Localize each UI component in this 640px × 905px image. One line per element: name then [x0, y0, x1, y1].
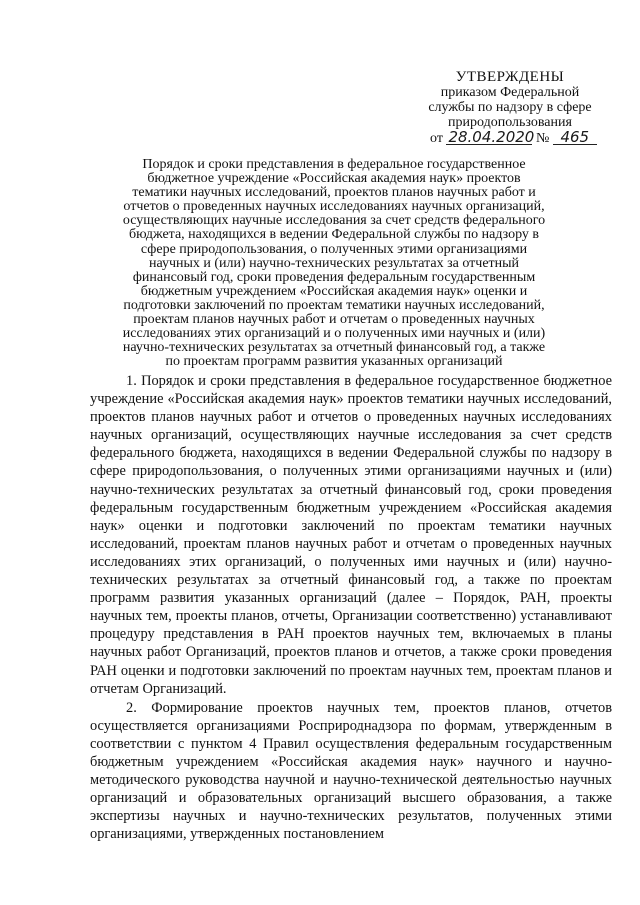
heading-line: по проектам программ развития указанных организаций — [165, 354, 503, 370]
document-body — [90, 372, 612, 843]
heading-line: научных и (или) научно-технических результатах за отчетный — [148, 255, 520, 271]
handwritten-date: 28.04.2020 — [448, 128, 535, 146]
approval-stamp-block — [410, 70, 610, 146]
heading-line: тематики научных исследований, проектов планов научных работ и — [132, 185, 536, 201]
heading-line: бюджета, находящихся в ведении Федеральной службы по надзору в — [128, 227, 540, 243]
heading-line: исследованиях этих организаций и о полученных ими научных и (или) — [122, 326, 546, 342]
heading-line: проектам планов научных работ и отчетам о проведенных научных — [133, 312, 535, 328]
heading-line: Порядок и сроки представления в федеральное государственное — [142, 157, 526, 172]
paragraph-1: 1. Порядок и сроки представления в федеральное государственное бюджетное учреждение «Российская академия наук» проектов тематики научных исследований, проектов планов научных работ и отчетов о проведенных научных исследованиях научных организаций, осуществляющих научные исследования за счет средств федерального бюджета, находящихся в ведении Федеральной службы по надзору в сфере природопользования, о полученных этими организациями научных и (или) научно-технических результатах за отчетный финансовый год, сроки проведения федеральным государственным бюджетным учреждением «Российская академия наук» оценки и подготовки заключений по проектам тематики научных исследований, проектам планов научных работ и отчетам о проведенных научных исследованиях этих организаций, о полученных ими научных и (или) научно-технических результатах за отчетный финансовый год, а также по проектам программ развития указанных организаций (далее – Порядок, РАН, проекты научных тем, проекты планов, отчеты, Организации соответственно) устанавливают процедуру представления в РАН проектов научных тем, включаемых в планы научных работ Организаций, проектов планов и отчетов, а также сроки проведения РАН оценки и подготовки заключений по проектам научных тем, проектам планов и отчетам Организаций. — [90, 373, 612, 697]
approval-line-service: службы по надзору в сфере — [428, 100, 592, 115]
approval-line-order: приказом Федеральной — [440, 85, 580, 100]
number-label: № — [535, 131, 550, 146]
heading-line: бюджетным учреждением «Российская академия наук» оценки и — [140, 283, 528, 299]
heading-line: финансовый год, сроки проведения федеральным государственным — [132, 269, 536, 285]
heading-line: бюджетное учреждение «Российская академия наук» проектов — [147, 171, 521, 187]
approval-date-number-line — [410, 130, 610, 146]
from-label: от — [430, 131, 443, 146]
paragraph-2: 2. Формирование проектов научных тем, проектов планов, отчетов осуществляется организациями Росприроднадзора по формам, утвержденным в соответствии с пунктом 4 Правил осуществления федеральным государственным бюджетным учреждением «Российская академия наук» научного и научно-методического руководства научной и научно-технической деятельностью научных организаций и образовательных организаций высшего образования, а также экспертизы научных и научно-технических результатов, полученных этими организациями, утвержденных постановлением — [90, 699, 612, 843]
heading-line: осуществляющих научные исследования за счет средств федерального — [122, 213, 546, 229]
approval-title: УТВЕРЖДЕНЫ — [455, 69, 565, 85]
heading-line: сфере природопользования, о полученных этими организациями — [140, 241, 528, 257]
heading-line: отчетов о проведенных научных исследованиях научных организаций, — [123, 199, 545, 215]
heading-line: научно-технических результатах за отчетный финансовый год, а также — [122, 340, 546, 356]
heading-line: подготовки заключений по проектам тематики научных исследований, — [123, 297, 545, 313]
handwritten-number: 465 — [553, 130, 597, 145]
document-heading — [84, 158, 584, 369]
approval-line-nature: природопользования — [448, 115, 572, 130]
